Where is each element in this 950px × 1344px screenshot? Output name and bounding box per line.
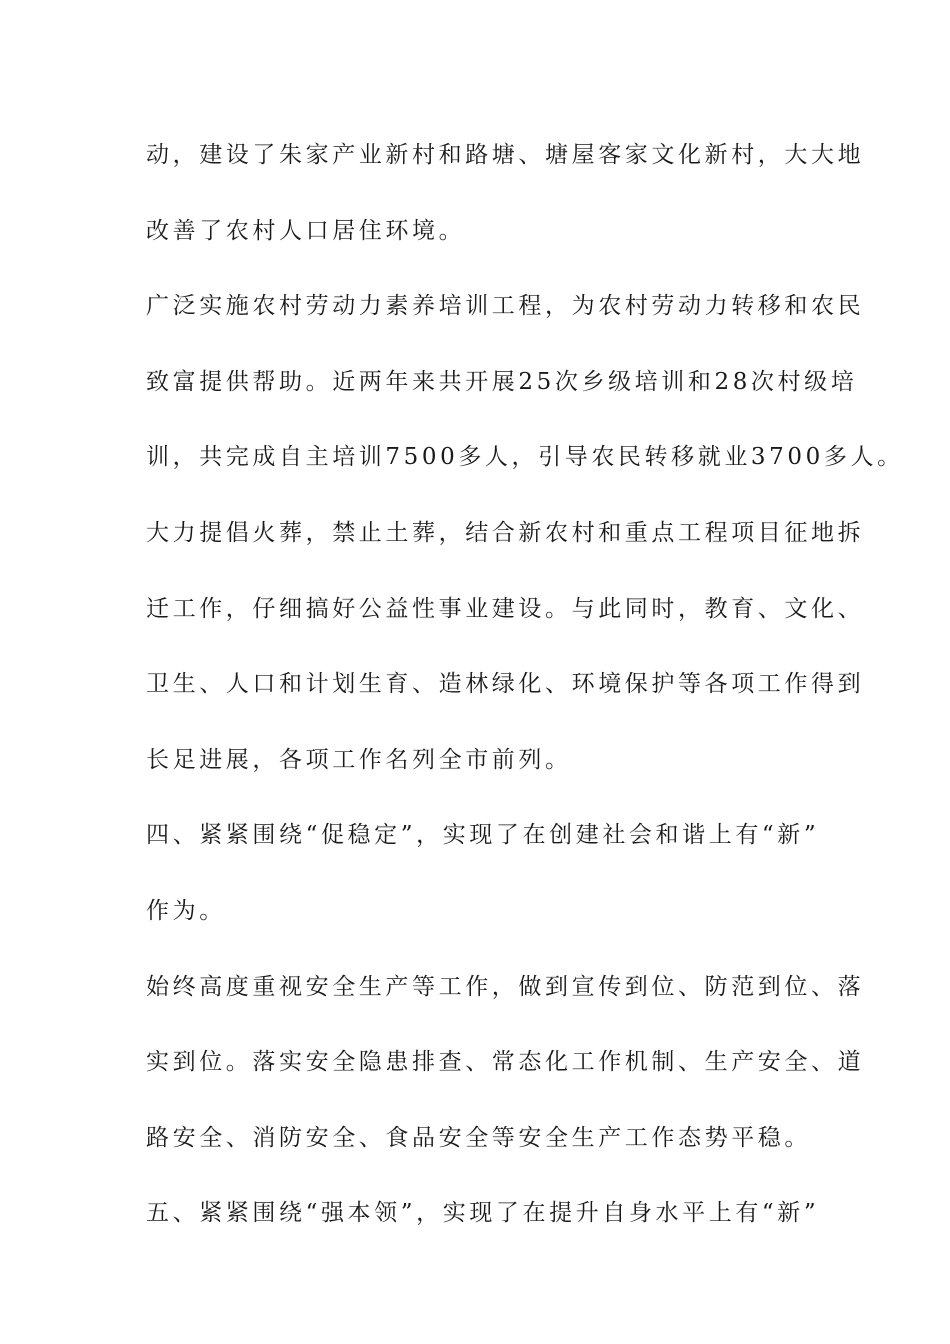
document-body — [146, 118, 904, 1252]
text-line-5: 训，共完成自主培训7500多人，引导农民转移就业3700多人。 — [146, 444, 904, 471]
section-heading-4: 四、紧紧围绕“促稳定”，实现了在创建社会和谐上有“新” — [146, 822, 820, 849]
section-heading-5: 五、紧紧围绕“强本领”，实现了在提升自身水平上有“新” — [146, 1200, 820, 1227]
text-line-13: 实到位。落实安全隐患排查、常态化工作机制、生产安全、道 — [146, 1049, 865, 1076]
text-line-11: 作为。 — [146, 897, 226, 924]
text-line-9: 长足进展，各项工作名列全市前列。 — [146, 746, 572, 773]
text-line-14: 路安全、消防安全、食品安全等安全生产工作态势平稳。 — [146, 1124, 811, 1151]
text-line-2: 改善了农村人口居住环境。 — [146, 217, 466, 244]
text-line-8: 卫生、人口和计划生育、造林绿化、环境保护等各项工作得到 — [146, 671, 865, 698]
text-line-6: 大力提倡火葬，禁止土葬，结合新农村和重点工程项目征地拆 — [146, 519, 865, 546]
text-line-4: 致富提供帮助。近两年来共开展25次乡级培训和28次村级培 — [146, 368, 858, 395]
text-line-12: 始终高度重视安全生产等工作，做到宣传到位、防范到位、落 — [146, 973, 865, 1000]
text-line-1: 动，建设了朱家产业新村和路塘、塘屋客家文化新村，大大地 — [146, 142, 865, 168]
text-line-3: 广泛实施农村劳动力素养培训工程，为农村劳动力转移和农民 — [146, 293, 865, 320]
text-line-7: 迁工作，仔细搞好公益性事业建设。与此同时，教育、文化、 — [146, 595, 865, 622]
